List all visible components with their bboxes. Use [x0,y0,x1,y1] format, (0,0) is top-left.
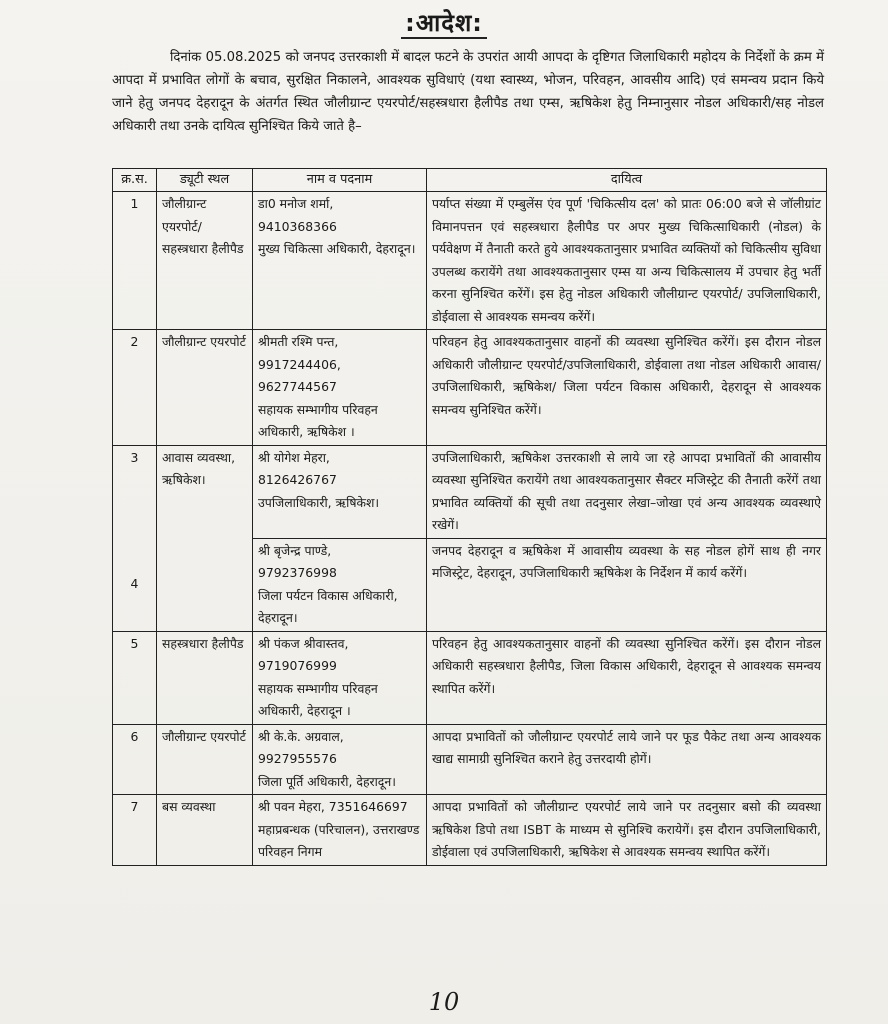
table-row [113,795,827,866]
officer-designation: उपजिलाधिकारी, ऋषिकेश। [258,494,380,510]
officer-designation: जिला पूर्ति अधिकारी, देहरादून। [258,773,396,789]
officer-name: श्री के.के. अग्रवाल, [258,728,344,744]
officer-phone: 9719076999 [258,658,337,673]
officer-designation: मुख्य चिकित्सा अधिकारी, देहरादून। [258,241,416,256]
row-name-designation [253,538,427,631]
page-number: 10 [428,988,460,1016]
officer-name: श्री पंकज श्रीवास्तव, [258,635,349,651]
table-row [113,192,827,330]
duty-table-header-row [113,169,827,192]
row-serial: 6 [113,724,157,795]
officer-phone: 9917244406, 9627744567 [258,356,341,394]
row-responsibility: परिवहन हेतु आवश्यकतानुसार वाहनों की व्यवस्था सुनिश्चित करेंगें। इस दौरान नोडल अधिकारी सहस्त्रधारा हैलीपैड, जिला विकास अधिकारी, देहरादून से आवश्यक समन्वय स्थापित करेंगें। [427,631,827,724]
officer-name-phone: श्री पवन मेहरा, 7351646697 [258,799,408,814]
row-name-designation [253,192,427,330]
officer-designation: सहायक सम्भागीय परिवहन अधिकारी, देहरादून । [258,680,378,718]
table-row [113,631,827,724]
table-row [113,538,827,631]
table-row [113,445,827,538]
row-responsibility: आपदा प्रभावितों को जौलीग्रान्ट एयरपोर्ट लाये जाने पर फूड पैकेट तथा अन्य आवश्यक खाद्य सामाग्री सुनिश्चित कराने हेतु उत्तरदायी होगें। [427,724,827,795]
row-serial: 7 [113,795,157,866]
officer-name: श्री योगेश मेहरा, [258,449,330,465]
row-duty-place [157,538,253,631]
header-responsibility: दायित्व [427,169,827,192]
officer-phone: 8126426767 [258,472,337,487]
row-name-designation [253,330,427,446]
row-name-designation [253,795,427,866]
row-serial: 5 [113,631,157,724]
officer-name: डा0 मनोज शर्मा, [258,196,334,211]
header-duty-place: ड्यूटी स्थल [157,169,253,192]
officer-designation: सहायक सम्भागीय परिवहन अधिकारी, ऋषिकेश । [258,401,378,439]
row-serial-text: 4 [130,576,139,591]
officer-designation: जिला पर्यटन विकास अधिकारी, देहरादून। [258,587,398,625]
row-duty-place: सहस्त्रधारा हैलीपैड [157,631,253,724]
header-serial: क्र.स. [113,169,157,192]
row-name-designation [253,445,427,538]
row-responsibility: पर्याप्त संख्या में एम्बुलेंस एंव पूर्ण 'चिकित्सीय दल' को प्रातः 06:00 बजे से जॉलीग्रांट विमानपत्तन एवं सहस्त्रधारा हैलीपैड पर अपर मुख्य चिकित्साधिकारी (नोडल) के पर्यवेक्षण में तैनाती करते हुये आवश्यकतानुसार प्रभावित व्यक्तियों को चिकित्सीय सुविधा उपलब्ध करायेंगे तथा आवश्यकतानुसार एम्स या अन्य चिकित्सालय में उपचार हेतु भर्ती करना सुनिश्चित करेंगें। इस हेतु नोडल अधिकारी जौलीग्रान्ट एयरपोर्ट/ उपजिलाधिकारी, डोईवाला से आवश्यक समन्वय करेंगें। [427,192,827,330]
order-title [0,6,888,39]
header-name-designation: नाम व पदनाम [253,169,427,192]
row-duty-place: बस व्यवस्था [157,795,253,866]
order-intro-paragraph: दिनांक 05.08.2025 को जनपद उत्तरकाशी में बादल फटने के उपरांत आयी आपदा के दृष्टिगत जिलाधिकारी महोदय के निर्देशों के क्रम में आपदा में प्रभावित लोगों के बचाव, सुरक्षित निकालने, आवश्यक सुविधाएं (यथा स्वास्थ्य, भोजन, परिवहन, आवसीय आदि) एवं समन्वय प्रदान किये जाने हेतु जनपद देहरादून के अंतर्गत स्थित जौलीग्रान्ट एयरपोर्ट/सहस्त्रधारा हैलीपैड तथा एम्स, ऋषिकेश हेतु निम्नानुसार नोडल अधिकारी/सह नोडल अधिकारी तथा उनके दायित्व सुनिश्चित किये जाते है– [112,50,824,134]
officer-name: श्री बृजेन्द्र पाण्डे, [258,542,332,558]
order-title-text: :आदेश: [401,9,487,39]
duty-table [112,168,827,866]
row-serial: 2 [113,330,157,446]
row-responsibility: उपजिलाधिकारी, ऋषिकेश उत्तरकाशी से लाये जा रहे आपदा प्रभावितों की आवासीय व्यवस्था सुनिश्चित करायेंगे तथा आवश्यकतानुसार सैक्टर मजिस्ट्रेट की तैनाती करेंगें तथा प्रभावित व्यक्तियों की सूची तथा तदनुसार लेखा–जोखा एवं अन्य आवश्यक व्यवस्थाऐ रखेगें। [427,445,827,538]
officer-phone: 9792376998 [258,565,337,580]
officer-phone: 9927955576 [258,751,337,766]
row-duty-place: जौलीग्रान्ट एयरपोर्ट [157,330,253,446]
officer-name: श्रीमती रश्मि पन्त, [258,334,339,349]
row-name-designation [253,724,427,795]
row-name-designation [253,631,427,724]
row-serial: 3 [113,445,157,538]
row-responsibility: आपदा प्रभावितों को जौलीग्रान्ट एयरपोर्ट लाये जाने पर तदनुसार बसो की व्यवस्था ऋषिकेश डिपो तथा ISBT के माध्यम से सुनिश्चि करायेगें। इस दौरान उपजिलाधिकारी, डोईवाला एवं उपजिलाधिकारी, ऋषिकेश से आवश्यक समन्वय स्थापित करेंगें। [427,795,827,866]
row-responsibility: जनपद देहरादून व ऋषिकेश में आवासीय व्यवस्था के सह नोडल होगें साथ ही नगर मजिस्ट्रेट, देहरादून, उपजिलाधिकारी ऋषिकेश के निर्देशन में कार्य करेंगें। [427,538,827,631]
officer-phone: 9410368366 [258,218,337,234]
officer-designation: महाप्रबन्धक (परिचालन), उत्तराखण्ड परिवहन निगम [258,821,420,859]
row-serial [113,538,157,631]
table-row [113,724,827,795]
row-responsibility: परिवहन हेतु आवश्यकतानुसार वाहनों की व्यवस्था सुनिश्चित करेंगें। इस दौरान नोडल अधिकारी जौलीग्रान्ट एयरपोर्ट/उपजिलाधिकारी, डोईवाला तथा नोडल अधिकारी आवास/उपजिलाधिकारी, ऋषिकेश/ जिला पर्यटन विकास अधिकारी, देहरादून से आवश्यक समन्वय सुनिश्चित करेंगें। [427,330,827,446]
row-serial: 1 [113,192,157,330]
row-duty-place: आवास व्यवस्था, ऋषिकेश। [157,445,253,538]
row-duty-place: जौलीग्रान्ट एयरपोर्ट/ सहस्त्रधारा हैलीपैड [157,192,253,330]
table-row [113,330,827,446]
row-duty-place: जौलीग्रान्ट एयरपोर्ट [157,724,253,795]
